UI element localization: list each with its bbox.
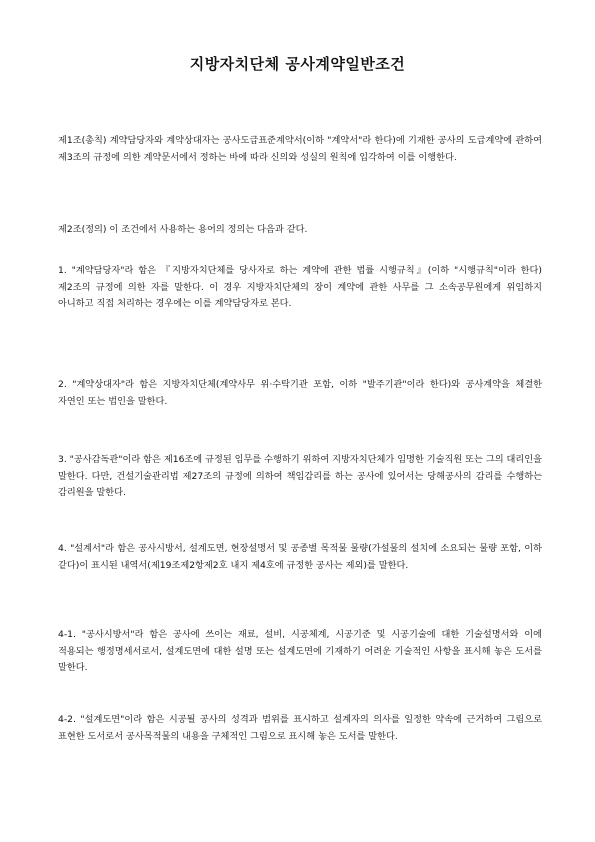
definition-item-2: 2. "계약상대자"라 함은 지방자치단체(계약사무 위·수탁기관 포함, 이하 "발주기관"이라 한다)와 공사계약을 체결한 자연인 또는 법인을 말한다. <box>58 379 542 407</box>
definition-item-4: 4. "설계서"라 함은 공사시방서, 설계도면, 현장설명서 및 공종별 목적물 물량(가설물의 설치에 소요되는 물량 포함, 이하 같다)이 표시된 내역서(제19조제2항제2호 내지 제4호에 규정한 공사는 제외)를 말한다. <box>58 543 542 571</box>
definition-item-3: 3. "공사감독관"이라 함은 제16조에 규정된 임무를 수행하기 위하여 지방자치단체가 임명한 기술직원 또는 그의 대리인을 말한다. 다만, 건설기술관리법 제27조의 규정에 의하여 책임감리를 하는 공사에 있어서는 당해공사의 감리를 수행하는 감리원을 말한다. <box>58 454 543 498</box>
definition-item-1: 1. "계약담당자"라 함은 『지방자치단체를 당사자로 하는 계약에 관한 법률 시행규칙』(이하 "시행규칙"이라 한다) 제2조의 규정에 의한 자를 말한다. 이 경우 지방자치단체의 장이 계약에 관한 사무를 그 소속공무원에게 위임하지 아니하고 직접 처리하는 경우에는 이를 계약담당자로 본다. <box>58 265 542 309</box>
article-1-general: 제1조(총칙) 계약담당자와 계약상대자는 공사도급표준계약서(이하 "계약서"라 한다)에 기재한 공사의 도급계약에 관하여 제3조의 규정에 의한 계약문서에서 정하는 바에 따라 신의와 성실의 원칙에 입각하여 이를 이행한다. <box>58 135 542 163</box>
definition-item-4-2: 4-2. "설계도면"이라 함은 시공될 공사의 성격과 범위를 표시하고 설계자의 의사를 일정한 약속에 근거하여 그림으로 표현한 도서로서 공사목적물의 내용을 구체적인 그림으로 표시해 놓은 도서를 말한다. <box>58 714 542 742</box>
document-title: 지방자치단체 공사계약일반조건 <box>189 55 406 73</box>
article-2-definitions: 제2조(정의) 이 조건에서 사용하는 용어의 정의는 다음과 같다. <box>58 224 308 235</box>
definition-item-4-1: 4-1. "공사시방서"라 함은 공사에 쓰이는 재료, 설비, 시공체계, 시공기준 및 시공기술에 대한 기술설명서와 이에 적용되는 행정명세서로서, 설계도면에 대한 설명 또는 설계도면에 기재하기 어려운 기술적인 사항을 표시해 놓은 도서를 말한다. <box>58 629 542 673</box>
